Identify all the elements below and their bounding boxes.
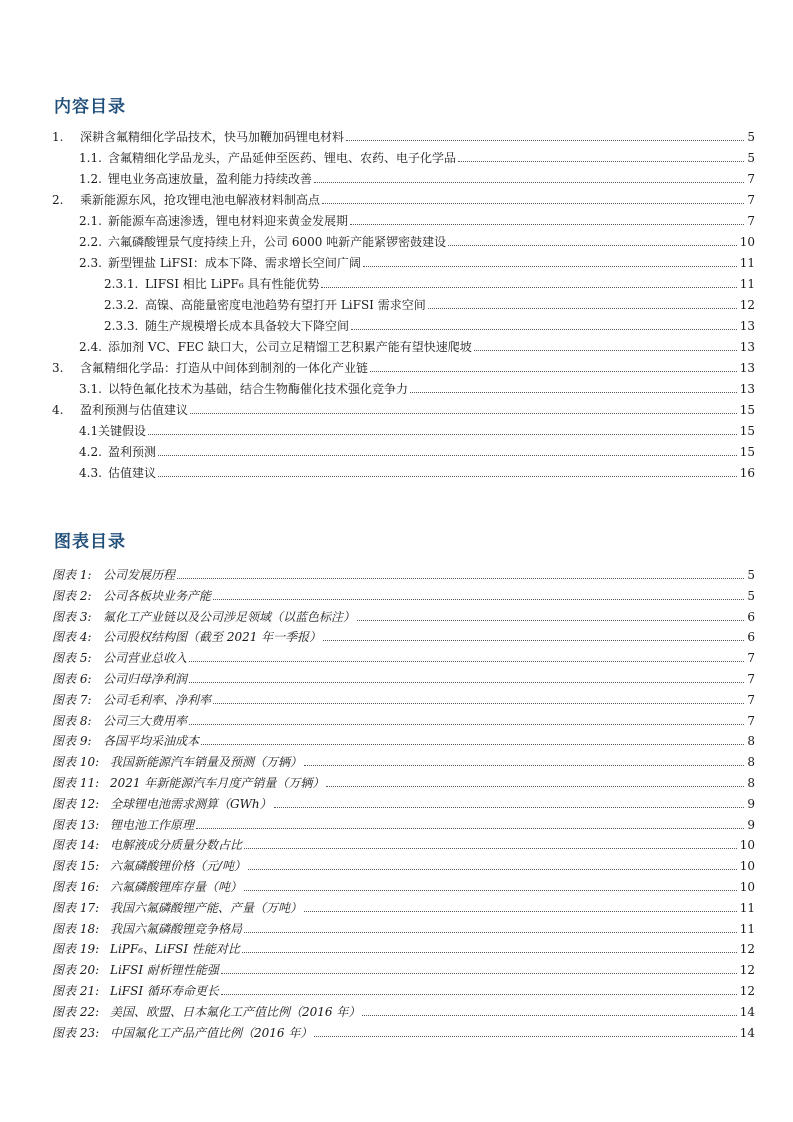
entry-number: 4.3.	[79, 466, 102, 480]
entry-title: 氟化工产业链以及公司涉足领域（以蓝色标注）	[103, 610, 356, 624]
page-number: 12	[739, 984, 755, 998]
dot-leader	[244, 890, 737, 891]
entry-title: 全球锂电池需求测算（GWh）	[110, 797, 272, 811]
entry-title: 以特色氟化技术为基础，结合生物酶催化技术强化竞争力	[108, 382, 409, 396]
page-number: 12	[739, 942, 755, 956]
dot-leader	[351, 329, 737, 330]
page-number: 15	[739, 403, 755, 417]
entry-number: 图表 16:	[52, 880, 100, 894]
entry-title: 电解液成分质量分数占比	[110, 838, 243, 852]
figure-entry[interactable]	[52, 853, 755, 873]
entry-title: 公司毛利率、净利率	[103, 693, 212, 707]
entry-title: 公司营业总收入	[103, 651, 188, 665]
entry-title: 2021 年新能源汽车月度产销量（万辆）	[110, 776, 325, 790]
entry-number: 2.3.2.	[104, 298, 139, 312]
entry-title: 六氟磷酸锂景气度持续上升，公司 6000 吨新产能紧锣密鼓建设	[108, 235, 447, 249]
dot-leader	[323, 640, 744, 641]
page-number: 9	[747, 818, 755, 832]
dot-leader	[314, 182, 744, 183]
figure-entry[interactable]	[52, 812, 755, 832]
dot-leader	[314, 1036, 736, 1037]
page-number: 11	[739, 256, 755, 270]
toc-entry[interactable]	[104, 313, 755, 333]
entry-title: 锂电池工作原理	[110, 818, 195, 832]
toc-entry[interactable]	[52, 124, 755, 144]
dot-leader	[370, 371, 737, 372]
entry-title: 美国、欧盟、日本氟化工产值比例（2016 年）	[110, 1005, 361, 1019]
entry-title: 中国氟化工产品产值比例（2016 年）	[110, 1026, 313, 1040]
entry-number: 图表 9:	[52, 734, 92, 748]
figure-entry[interactable]	[52, 1020, 755, 1040]
page-number: 14	[739, 1026, 755, 1040]
entry-number: 图表 10:	[52, 755, 100, 769]
figure-entry[interactable]	[52, 874, 755, 894]
dot-leader	[304, 911, 737, 912]
figure-entry[interactable]	[52, 749, 755, 769]
figure-entry[interactable]	[52, 562, 755, 582]
figure-entry[interactable]	[52, 791, 755, 811]
entry-title: 各国平均采油成本	[103, 734, 200, 748]
dot-leader	[350, 224, 744, 225]
entry-number: 图表 14:	[52, 838, 100, 852]
entry-number: 图表 22:	[52, 1005, 100, 1019]
page-number: 8	[747, 734, 755, 748]
dot-leader	[242, 952, 737, 953]
entry-title: 公司各板块业务产能	[103, 589, 212, 603]
figure-entry[interactable]	[52, 728, 755, 748]
dot-leader	[213, 703, 744, 704]
entry-number: 图表 19:	[52, 942, 100, 956]
figure-entry[interactable]	[52, 708, 755, 728]
page-number: 10	[739, 838, 755, 852]
entry-number: 图表 20:	[52, 963, 100, 977]
dot-leader	[362, 1015, 736, 1016]
toc-entry[interactable]	[79, 250, 755, 270]
entry-number: 图表 1:	[52, 568, 92, 582]
toc-entry[interactable]	[79, 460, 755, 480]
entry-title: 公司归母净利润	[103, 672, 188, 686]
dot-leader	[189, 661, 744, 662]
entry-number: 图表 4:	[52, 630, 92, 644]
entry-number: 图表 6:	[52, 672, 92, 686]
entry-number: 2.3.	[79, 256, 102, 270]
entry-number: 3.1.	[79, 382, 102, 396]
toc-entry[interactable]	[79, 418, 755, 438]
dot-leader	[357, 620, 744, 621]
entry-number: 2.4.	[79, 340, 102, 354]
entry-number: 4.	[52, 403, 64, 417]
entry-title: 六氟磷酸锂库存量（吨）	[110, 880, 243, 894]
entry-number: 图表 12:	[52, 797, 100, 811]
entry-title: 公司三大费用率	[103, 714, 188, 728]
page-number: 13	[739, 382, 755, 396]
page-number: 7	[747, 714, 755, 728]
dot-leader	[304, 765, 744, 766]
page-number: 13	[739, 361, 755, 375]
entry-number: 2.1.	[79, 214, 102, 228]
entry-title: 添加剂 VC、FEC 缺口大，公司立足精馏工艺积累产能有望快速爬坡	[108, 340, 472, 354]
toc-entry[interactable]	[52, 397, 755, 417]
dot-leader	[448, 245, 737, 246]
page-number: 6	[747, 630, 755, 644]
toc-entry[interactable]	[79, 145, 755, 165]
figure-entry[interactable]	[52, 957, 755, 977]
dot-leader	[189, 724, 744, 725]
page-number: 7	[747, 651, 755, 665]
toc-entry[interactable]	[52, 355, 755, 375]
entry-number: 图表 5:	[52, 651, 92, 665]
entry-number: 图表 11:	[52, 776, 100, 790]
dot-leader	[221, 973, 737, 974]
page-number: 6	[747, 610, 755, 624]
entry-number: 图表 3:	[52, 610, 92, 624]
figure-entry[interactable]	[52, 832, 755, 852]
toc-entry[interactable]	[52, 187, 755, 207]
dot-leader	[322, 203, 744, 204]
entry-title: LiPF₆、LiFSI 性能对比	[110, 942, 240, 956]
figure-entry[interactable]	[52, 770, 755, 790]
dot-leader	[248, 869, 737, 870]
dot-leader	[458, 161, 744, 162]
dot-leader	[363, 266, 737, 267]
page-number: 7	[747, 193, 755, 207]
dot-leader	[244, 848, 737, 849]
entry-number: 2.	[52, 193, 64, 207]
entry-title: 关键假设	[98, 424, 147, 438]
page-number: 7	[747, 172, 755, 186]
entry-number: 4.2.	[79, 445, 102, 459]
figures-heading: 图表目录	[54, 532, 126, 552]
figure-entry[interactable]	[52, 687, 755, 707]
page-number: 13	[739, 319, 755, 333]
page-number: 7	[747, 672, 755, 686]
entry-title: 公司发展历程	[103, 568, 176, 582]
entry-title: LiFSI 循环寿命更长	[110, 984, 219, 998]
entry-title: 含氟精细化学品龙头，产品延伸至医药、锂电、农药、电子化学品	[108, 151, 457, 165]
dot-leader	[213, 599, 744, 600]
page-number: 9	[747, 797, 755, 811]
entry-number: 图表 15:	[52, 859, 100, 873]
entry-title: 新型锂盐 LiFSI：成本下降、需求增长空间广阔	[108, 256, 361, 270]
page-number: 10	[739, 880, 755, 894]
figure-entry[interactable]	[52, 936, 755, 956]
entry-number: 图表 21:	[52, 984, 100, 998]
entry-title: LIFSI 相比 LiPF₆ 具有性能优势	[145, 277, 320, 291]
entry-title: 深耕含氟精细化学品技术，快马加鞭加码锂电材料	[80, 130, 345, 144]
figure-entry[interactable]	[52, 645, 755, 665]
dot-leader	[196, 828, 744, 829]
figure-entry[interactable]	[52, 604, 755, 624]
dot-leader	[244, 932, 737, 933]
entry-number: 2.3.3.	[104, 319, 139, 333]
dot-leader	[274, 807, 745, 808]
entry-number: 图表 2:	[52, 589, 92, 603]
contents-heading: 内容目录	[54, 97, 126, 117]
toc-entry[interactable]	[79, 166, 755, 186]
page-number: 11	[739, 922, 755, 936]
toc-entry[interactable]	[104, 292, 755, 312]
dot-leader	[326, 786, 744, 787]
page-number: 12	[739, 298, 755, 312]
figure-entry[interactable]	[52, 624, 755, 644]
dot-leader	[346, 140, 744, 141]
entry-title: 锂电业务高速放量，盈利能力持续改善	[108, 172, 313, 186]
entry-title: 估值建议	[108, 466, 157, 480]
page-number: 5	[747, 130, 755, 144]
toc-entry[interactable]	[79, 334, 755, 354]
page-number: 15	[739, 445, 755, 459]
entry-number: 图表 7:	[52, 693, 92, 707]
toc-entry[interactable]	[79, 229, 755, 249]
entry-title: 六氟磷酸锂价格（元/吨）	[110, 859, 247, 873]
page-number: 7	[747, 693, 755, 707]
entry-title: 我国六氟磷酸锂产能、产量（万吨）	[110, 901, 303, 915]
dot-leader	[221, 994, 737, 995]
entry-number: 图表 8:	[52, 714, 92, 728]
page-number: 14	[739, 1005, 755, 1019]
entry-number: 3.	[52, 361, 64, 375]
entry-title: 盈利预测与估值建议	[80, 403, 189, 417]
page-number: 8	[747, 755, 755, 769]
figure-entry[interactable]	[52, 978, 755, 998]
dot-leader	[189, 682, 744, 683]
entry-number: 图表 18:	[52, 922, 100, 936]
entry-number: 图表 13:	[52, 818, 100, 832]
page-number: 16	[739, 466, 755, 480]
dot-leader	[410, 392, 737, 393]
page-number: 10	[739, 859, 755, 873]
figure-entry[interactable]	[52, 895, 755, 915]
entry-title: 随生产规模增长成本具备较大下降空间	[145, 319, 350, 333]
entry-number: 1.1.	[79, 151, 102, 165]
page-number: 12	[739, 963, 755, 977]
dot-leader	[321, 287, 736, 288]
toc-entry[interactable]	[79, 439, 755, 459]
dot-leader	[158, 476, 737, 477]
figure-entry[interactable]	[52, 666, 755, 686]
entry-title: 乘新能源东风，抢攻锂电池电解液材料制高点	[80, 193, 321, 207]
entry-title: 我国新能源汽车销量及预测（万辆）	[110, 755, 303, 769]
toc-entry[interactable]	[104, 271, 755, 291]
dot-leader	[428, 308, 737, 309]
figure-entry[interactable]	[52, 583, 755, 603]
page-number: 7	[747, 214, 755, 228]
dot-leader	[474, 350, 737, 351]
toc-entry[interactable]	[79, 376, 755, 396]
entry-number: 1.	[52, 130, 64, 144]
entry-title: 盈利预测	[108, 445, 157, 459]
page-number: 5	[747, 568, 755, 582]
page-number: 5	[747, 151, 755, 165]
dot-leader	[158, 455, 737, 456]
entry-title: 高镍、高能量密度电池趋势有望打开 LiFSI 需求空间	[145, 298, 426, 312]
dot-leader	[190, 413, 737, 414]
entry-number: 2.3.1.	[104, 277, 139, 291]
dot-leader	[148, 434, 737, 435]
entry-number: 4.1	[79, 424, 99, 438]
page-number: 11	[739, 901, 755, 915]
page-number: 11	[739, 277, 755, 291]
dot-leader	[177, 578, 744, 579]
page-number: 5	[747, 589, 755, 603]
entry-number: 1.2.	[79, 172, 102, 186]
entry-number: 图表 23:	[52, 1026, 100, 1040]
entry-number: 图表 17:	[52, 901, 100, 915]
toc-entry[interactable]	[79, 208, 755, 228]
page-number: 13	[739, 340, 755, 354]
entry-title: 公司股权结构图（截至 2021 年一季报）	[103, 630, 322, 644]
entry-title: 我国六氟磷酸锂竞争格局	[110, 922, 243, 936]
page-number: 10	[739, 235, 755, 249]
entry-title: 含氟精细化学品：打造从中间体到制剂的一体化产业链	[80, 361, 369, 375]
entry-title: 新能源车高速渗透，锂电材料迎来黄金发展期	[108, 214, 349, 228]
dot-leader	[201, 744, 744, 745]
entry-number: 2.2.	[79, 235, 102, 249]
figure-entry[interactable]	[52, 999, 755, 1019]
page-number: 15	[739, 424, 755, 438]
page-number: 8	[747, 776, 755, 790]
entry-title: LiFSI 耐析锂性能强	[110, 963, 219, 977]
figure-entry[interactable]	[52, 916, 755, 936]
